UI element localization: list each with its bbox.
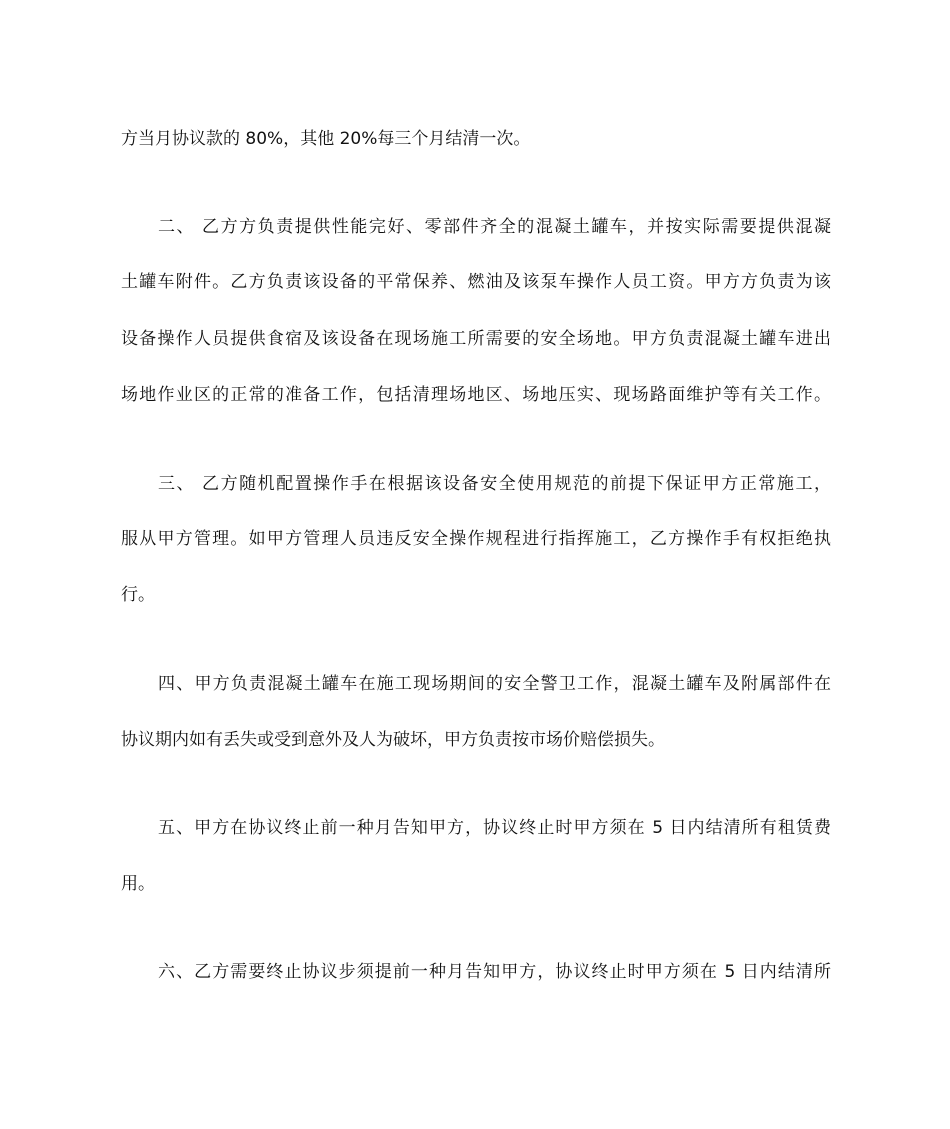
text-line: 方当月协议款的 80%，其他 20%每三个月结清一次。 [121,129,531,149]
clause-4-line-2: 协议期内如有丢失或受到意外及人为破坏，甲方负责按市场价赔偿损失。 [121,730,665,750]
clause-2-line-2: 土罐车附件。乙方负责该设备的平常保养、燃油及该泵车操作人员工资。甲方方负责为该 [121,272,831,292]
clause-2-line-4: 场地作业区的正常的准备工作，包括清理场地区、场地压实、现场路面维护等有关工作。 [121,385,831,405]
clause-3-line-1: 三、 乙方随机配置操作手在根据该设备安全使用规范的前提下保证甲方正常施工， [158,474,831,494]
clause-5-line-2: 用。 [121,874,155,894]
clause-2-line-1: 二、 乙方方负责提供性能完好、零部件齐全的混凝土罐车，并按实际需要提供混凝 [158,217,831,237]
clause-6-line-1: 六、乙方需要终止协议步须提前一种月告知甲方，协议终止时甲方须在 5 日内结清所 [158,962,831,982]
clause-3-line-2: 服从甲方管理。如甲方管理人员违反安全操作规程进行指挥施工，乙方操作手有权拒绝执 [121,529,831,549]
clause-3-line-3: 行。 [121,585,155,605]
clause-5-line-1: 五、甲方在协议终止前一种月告知甲方，协议终止时甲方须在 5 日内结清所有租赁费 [158,818,831,838]
clause-2-line-3: 设备操作人员提供食宿及该设备在现场施工所需要的安全场地。甲方负责混凝土罐车进出 [121,329,831,349]
clause-4-line-1: 四、甲方负责混凝土罐车在施工现场期间的安全警卫工作，混凝土罐车及附属部件在 [158,674,831,694]
